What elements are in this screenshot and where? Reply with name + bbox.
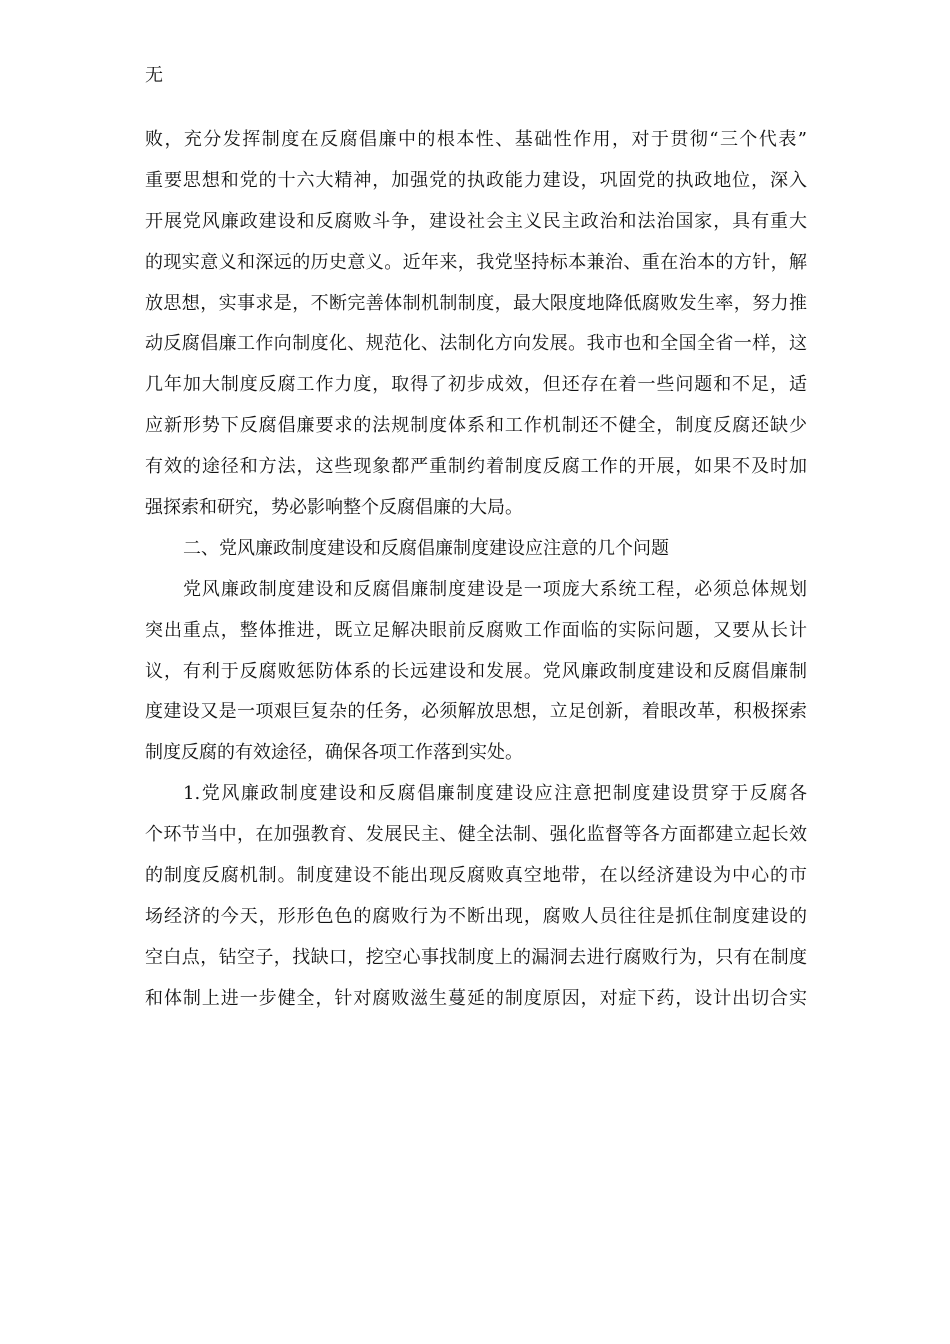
text-line: 有效的途径和方法，这些现象都严重制约着制度反腐工作的开展，如果不及时加 xyxy=(145,456,807,478)
text-line: 二、党风廉政制度建设和反腐倡廉制度建设应注意的几个问题 xyxy=(183,537,669,559)
text-line: 应新形势下反腐倡廉要求的法规制度体系和工作机制还不健全，制度反腐还缺少 xyxy=(145,415,807,437)
text-line: 强探索和研究，势必影响整个反腐倡廉的大局。 xyxy=(145,497,523,519)
text-line: 党风廉政制度建设和反腐倡廉制度建设是一项庞大系统工程，必须总体规划 xyxy=(183,578,807,600)
text-line: 重要思想和党的十六大精神，加强党的执政能力建设，巩固党的执政地位，深入 xyxy=(145,169,807,191)
text-line: 突出重点，整体推进，既立足解决眼前反腐败工作面临的实际问题，又要从长计 xyxy=(145,619,807,641)
text-line: 败，充分发挥制度在反腐倡廉中的根本性、基础性作用，对于贯彻“三个代表” xyxy=(145,129,807,150)
text-line: 制度反腐的有效途径，确保各项工作落到实处。 xyxy=(145,742,523,764)
text-line: 个环节当中，在加强教育、发展民主、健全法制、强化监督等各方面都建立起长效 xyxy=(145,824,807,846)
text-line: 和体制上进一步健全，针对腐败滋生蔓延的制度原因，对症下药，设计出切合实 xyxy=(145,987,807,1009)
text-line: 开展党风廉政建设和反腐败斗争，建设社会主义民主政治和法治国家，具有重大 xyxy=(145,210,807,232)
text-line: 度建设又是一项艰巨复杂的任务，必须解放思想，立足创新，着眼改革，积极探索 xyxy=(145,701,807,723)
text-line: 的制度反腐机制。制度建设不能出现反腐败真空地带，在以经济建设为中心的市 xyxy=(145,865,807,887)
text-line: 的现实意义和深远的历史意义。近年来，我党坚持标本兼治、重在治本的方针，解 xyxy=(145,251,807,273)
page-header-text: 无 xyxy=(145,65,163,86)
text-line: 1.党风廉政制度建设和反腐倡廉制度建设应注意把制度建设贯穿于反腐各 xyxy=(183,783,807,805)
text-line: 议，有利于反腐败惩防体系的长远建设和发展。党风廉政制度建设和反腐倡廉制 xyxy=(145,660,807,682)
text-line: 放思想，实事求是，不断完善体制机制制度，最大限度地降低腐败发生率，努力推 xyxy=(145,292,807,314)
text-line: 几年加大制度反腐工作力度，取得了初步成效，但还存在着一些问题和不足，适 xyxy=(145,374,807,396)
text-line: 动反腐倡廉工作向制度化、规范化、法制化方向发展。我市也和全国全省一样，这 xyxy=(145,333,807,355)
text-line: 场经济的今天，形形色色的腐败行为不断出现，腐败人员往往是抓住制度建设的 xyxy=(145,905,807,927)
text-line: 空白点，钻空子，找缺口，挖空心事找制度上的漏洞去进行腐败行为，只有在制度 xyxy=(145,946,807,968)
document-body xyxy=(145,120,807,1020)
